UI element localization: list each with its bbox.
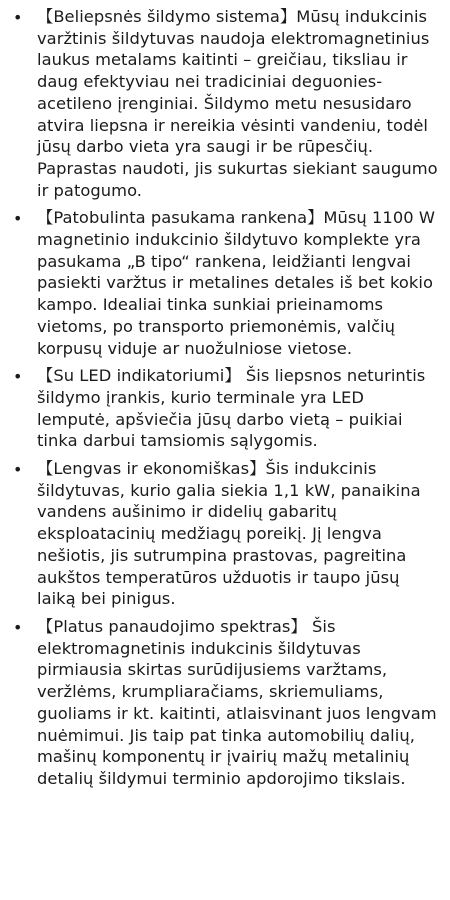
feature-bullet-item <box>10 616 440 790</box>
feature-bullet-item <box>10 207 440 359</box>
feature-text: 【Platus panaudojimo spektras】 Šis elektromagnetinis indukcinis šildytuvas pirmiausia skirtas surūdijusiems varžtams, veržlėms, krumpliaračiams, skriemuliams, guoliams ir kt. kaitinti, atlaisvinant juos lengvam nuėmimui. Jis taip pat tinka automobilių dalių, mašinų komponentų ir įvairių mažų metalinių detalių šildymui terminio apdorojimo tikslais. <box>37 616 437 788</box>
bullet-dot-icon: • <box>13 617 23 637</box>
feature-text: 【Beliepsnės šildymo sistema】Mūsų indukcinis varžtinis šildytuvas naudoja elektromagnetinius laukus metalams kaitinti – greičiau, tiksliau ir daug efektyviau nei tradiciniai deguonies-acetileno įrenginiai. Šildymo metu nesusidaro atvira liepsna ir nereikia vėsinti vandeniu, todėl jūsų darbo vieta yra saugi ir be rūpesčių. Paprastas naudoti, jis sukurtas siekiant saugumo ir patogumo. <box>37 7 438 200</box>
feature-bullet-item <box>10 6 440 201</box>
feature-text: 【Lengvas ir ekonomiškas】Šis indukcinis šildytuvas, kurio galia siekia 1,1 kW, panaikina vandens aušinimo ir didelių gabaritų eksploatacinių medžiagų poreikį. Jį lengva nešiotis, jis sutrumpina prastovas, pagreitina aukštos temperatūros užduotis ir taupo jūsų laiką bei pinigus. <box>37 459 421 609</box>
bullet-dot-icon: • <box>13 460 23 480</box>
feature-bullet-list <box>10 6 440 790</box>
feature-text: 【Patobulinta pasukama rankena】Mūsų 1100 W magnetinio indukcinio šildytuvo komplekte yra pasukama „B tipo“ rankena, leidžianti lengvai pasiekti varžtus ir metalines detales iš bet kokio kampo. Idealiai tinka sunkiai prieinamoms vietoms, po transporto priemonėmis, valčių korpusų viduje ar nuožulniose vietose. <box>37 208 436 358</box>
feature-bullet-item <box>10 365 440 452</box>
bullet-dot-icon: • <box>13 8 23 27</box>
feature-bullet-item <box>10 458 440 610</box>
feature-text: 【Su LED indikatoriumi】 Šis liepsnos neturintis šildymo įrankis, kurio terminale yra LED lemputė, apšviečia jūsų darbo vietą – puikiai tinka darbui tamsiomis sąlygomis. <box>37 366 426 451</box>
bullet-dot-icon: • <box>13 367 23 387</box>
bullet-dot-icon: • <box>13 209 23 229</box>
